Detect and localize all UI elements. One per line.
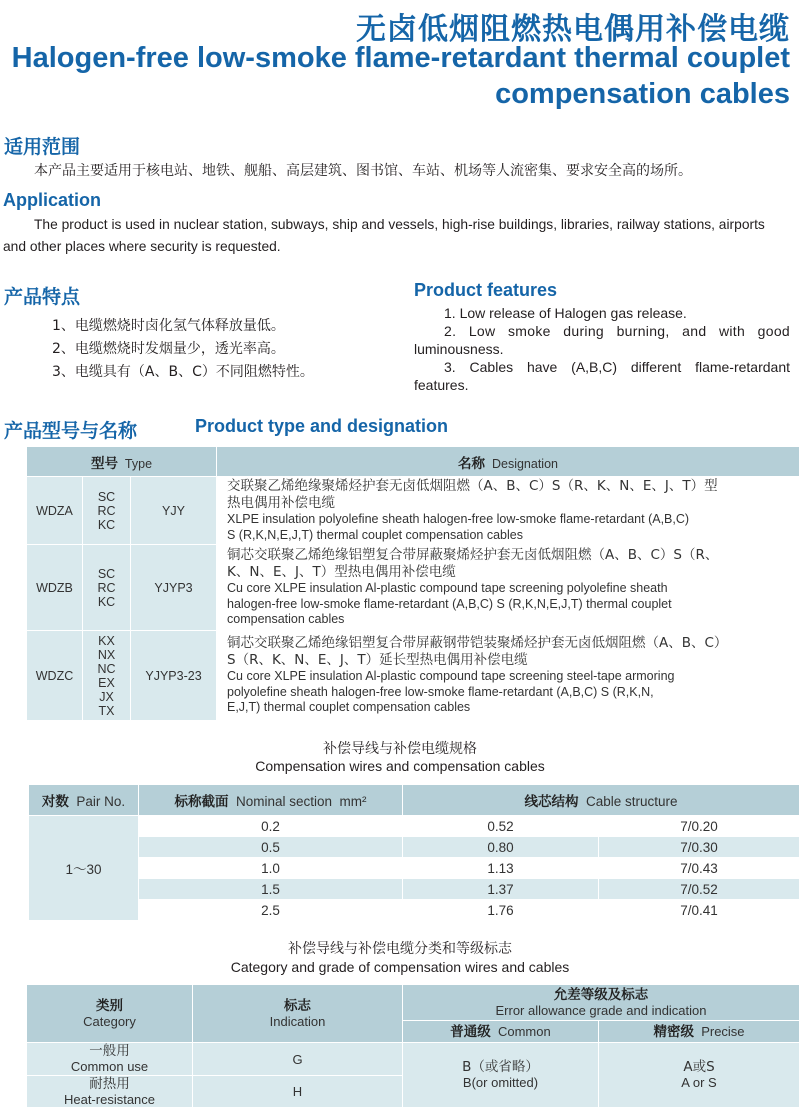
desc-en: Cu core XLPE insulation Al-plastic compound tape screening steel-tape armoring [227,669,675,684]
table-row [27,545,800,631]
category-table-header [27,985,800,1021]
common-header-en: Common [497,1023,551,1039]
feature-item-zh: 2、电缆燃烧时发烟量少，透光率高。 [52,341,285,357]
common-header-zh: 普通级 [450,1023,491,1040]
indication-header-zh: 标志 [284,997,311,1014]
name-header-en: Designation [491,456,558,471]
row-description [217,477,800,545]
category-header-en: Category [83,1013,136,1029]
row-subtypes [83,545,131,631]
precise-header-zh: 精密级 [653,1023,694,1040]
row-type: YJYP3 [131,545,217,631]
row-code: WDZC [27,631,83,721]
designation-table [26,446,800,721]
application-heading-en: Application [3,190,101,210]
designation-table-header [27,447,800,477]
page-title-en-line1: Halogen-free low-smoke flame-retardant thermal couplet [11,42,790,74]
table-row [29,816,800,837]
diameter-value: 0.80 [403,837,599,858]
row-code: WDZA [27,477,83,545]
desc-en: E,J,T) thermal couplet compensation cables [227,700,471,715]
row-code: WDZB [27,545,83,631]
designation-heading-en: Product type and designation [195,416,449,436]
desc-zh: K、N、E、J、T）型热电偶用补偿电缆 [227,564,456,581]
table-row [29,879,800,900]
spec-table [28,784,800,921]
desc-zh: 交联聚乙烯绝缘聚烯烃护套无卤低烟阻燃（A、B、C）S（R、K、N、E、J、T）型 [227,478,718,494]
application-text-en-2: and other places where security is requested. [3,239,281,254]
designation-heading-zh: 产品型号与名称 [4,420,138,442]
struct-header-en: Cable structure [585,794,678,809]
subtype: RC [97,580,116,595]
table-row [29,900,800,921]
section-header-en: Nominal section [235,794,333,809]
table-row [29,837,800,858]
subtype: TX [98,703,115,718]
desc-zh: 热电偶用补偿电缆 [227,495,335,511]
name-header-zh: 名称 [458,455,486,472]
row-type: YJYP3-23 [131,631,217,721]
pair-header-en: Pair No. [76,794,126,809]
desc-zh: 铜芯交联聚乙烯绝缘铝塑复合带屏蔽钢带铠装聚烯烃护套无卤低烟阻燃（A、B、C） [227,635,728,652]
subtype: EX [98,675,115,690]
category-en: Common use [70,1059,149,1074]
diameter-value: 1.76 [403,900,599,921]
category-header-zh: 类别 [96,997,123,1014]
subtype: KX [98,633,115,648]
structure-value: 7/0.41 [599,900,800,921]
diameter-value: 1.13 [403,858,599,879]
row-description [217,545,800,631]
section-value: 1.0 [139,858,403,879]
row-subtypes [83,477,131,545]
desc-en: XLPE insulation polyolefine sheath halogen-free low-smoke flame-retardant (A,B,C) [227,512,690,526]
feature-item-en: 3. Cables have (A,B,C) different flame-retardant [444,359,790,375]
subtype: KC [97,517,116,532]
category-zh: 一般用 [89,1043,130,1059]
features-heading-en: Product features [414,280,558,300]
precise-value-zh: A或S [683,1059,715,1075]
indication-value: H [193,1076,403,1108]
desc-en: compensation cables [227,612,345,627]
error-header-zh: 允差等级及标志 [553,986,649,1003]
feature-item-zh: 1、电缆燃烧时卤化氢气体释放量低。 [52,318,285,334]
type-header-zh: 型号 [90,455,118,472]
subtype: NX [97,647,116,662]
application-text-zh: 本产品主要适用于核电站、地铁、舰船、高层建筑、图书馆、车站、机场等人流密集、要求安全高的场所。 [34,163,692,179]
structure-value: 7/0.43 [599,858,800,879]
application-text-en-1: The product is used in nuclear station, subways, ship and vessels, high-rise buildings, libraries, railway stations, airports [34,217,765,232]
common-value-zh: B（或省略） [462,1059,539,1075]
feature-item-zh: 3、电缆具有（A、B、C）不同阻燃特性。 [52,364,314,380]
spec-table-header [29,785,800,816]
feature-item-en: 1. Low release of Halogen gas release. [444,305,687,321]
section-value: 0.2 [139,816,403,837]
diameter-value: 0.52 [403,816,599,837]
pair-range: 1～30 [29,816,139,921]
desc-zh: S（R、K、N、E、J、T）延长型热电偶用补偿电缆 [227,652,528,669]
type-header-en: Type [124,456,153,471]
desc-en: halogen-free low-smoke flame-retardant (A,B,C) S (R,K,N,E,J,T) thermal couplet [227,596,672,611]
table-row [27,631,800,721]
struct-header-zh: 线芯结构 [524,794,579,810]
subtype: JX [99,689,114,704]
category-caption-en: Category and grade of compensation wires and cables [230,959,570,975]
section-value: 1.5 [139,879,403,900]
spec-caption-en: Compensation wires and compensation cables [255,758,545,774]
desc-en: Cu core XLPE insulation Al-plastic compound tape screening polyolefine sheath [227,581,668,596]
structure-value: 7/0.20 [599,816,800,837]
desc-en: polyolefine sheath halogen-free low-smoke flame-retardant (A,B,C) S (R,K,N, [227,684,654,699]
application-heading-zh: 适用范围 [4,136,81,158]
section-unit: mm² [339,794,367,809]
indication-header-en: Indication [269,1013,326,1029]
features-list-zh [52,315,314,384]
section-header-zh: 标称截面 [174,794,229,810]
table-row [27,477,800,545]
subtype: RC [97,503,116,518]
row-type: YJY [131,477,217,545]
section-value: 0.5 [139,837,403,858]
common-value-en: B(or omitted) [462,1075,539,1090]
subtype: SC [97,489,116,504]
feature-item-en-cont: features. [414,377,469,393]
structure-value: 7/0.30 [599,837,800,858]
subtype: KC [97,594,116,609]
row-subtypes [83,631,131,721]
category-caption-zh: 补偿导线与补偿电缆分类和等级标志 [288,941,512,957]
table-row [27,1043,800,1076]
features-list-en [414,304,790,394]
desc-zh: 铜芯交联聚乙烯绝缘铝塑复合带屏蔽聚烯烃护套无卤低烟阻燃（A、B、C）S（R、 [227,547,719,564]
diameter-value: 1.37 [403,879,599,900]
error-header-en: Error allowance grade and indication [495,1002,707,1018]
row-description [217,631,800,721]
subtype: NC [97,661,116,676]
page-title-zh: 无卤低烟阻燃热电偶用补偿电缆 [356,12,790,47]
precise-header-en: Precise [701,1023,745,1039]
desc-en: S (R,K,N,E,J,T) thermal couplet compensation cables [227,527,523,542]
feature-item-en: 2. Low smoke during burning, and with good [444,323,790,339]
category-table [26,984,800,1108]
pair-header-zh: 对数 [41,794,69,810]
subtype: SC [97,566,116,581]
page-title-en-line2: compensation cables [495,78,790,110]
table-row [29,858,800,879]
features-heading-zh: 产品特点 [4,286,81,308]
indication-value: G [193,1043,403,1076]
feature-item-en-cont: luminousness. [414,341,504,357]
category-en: Heat-resistance [63,1091,156,1107]
category-zh: 耐热用 [89,1075,130,1092]
structure-value: 7/0.52 [599,879,800,900]
section-value: 2.5 [139,900,403,921]
spec-caption-zh: 补偿导线与补偿电缆规格 [323,741,477,757]
precise-value-en: A or S [681,1075,717,1090]
